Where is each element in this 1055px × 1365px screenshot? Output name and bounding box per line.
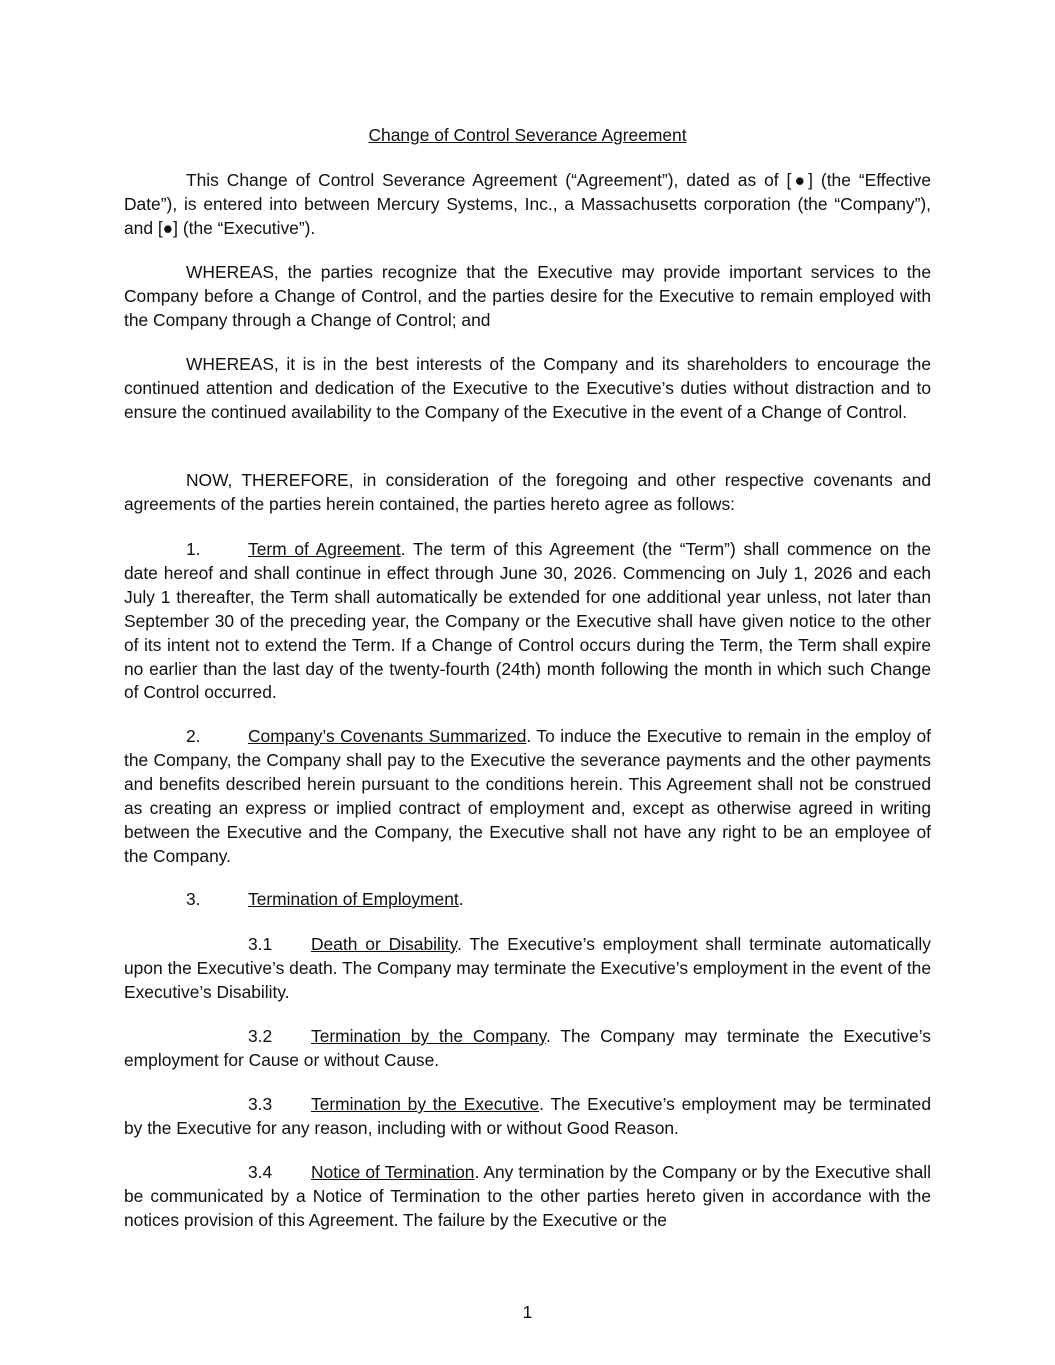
page-number: 1 [522, 1302, 533, 1322]
subsection-text: . The Company may terminate the Executive’s employment for Cause or without Cause. [124, 1026, 931, 1070]
subsection-text: . Any termination by the Company or by the Executive shall be communicated by a Notice of Termination to the other parties hereto given in accordance with the notices provision of this Agreement. The failure by the Executive or the [124, 1162, 931, 1230]
subsection-number: 3.1 [248, 934, 273, 954]
section-2 [124, 725, 931, 868]
subsection-number: 3.4 [248, 1162, 273, 1182]
subsection-3-1 [124, 933, 931, 1005]
subsection-text: . The Executive’s employment shall terminate automatically upon the Executive’s death. The Company may terminate the Executive’s employment in the event of the Executive’s Disability. [124, 934, 931, 1002]
section-heading: Company’s Covenants Summarized [248, 726, 527, 746]
subsection-heading: Notice of Termination [311, 1162, 475, 1182]
intro-paragraph: This Change of Control Severance Agreement (“Agreement”), dated as of [●] (the “Effective Date”), is entered into between Mercury Systems, Inc., a Massachusetts corporation (the “Company”), and [●] (the “Executive”). [124, 170, 931, 238]
document-title: Change of Control Severance Agreement [368, 125, 687, 145]
section-heading: Termination of Employment [248, 889, 459, 909]
section-text: . To induce the Executive to remain in the employ of the Company, the Company shall pay to the Executive the severance payments and the other payments and benefits described herein pursuant to the conditions herein. This Agreement shall not be construed as creating an express or implied contract of employment and, except as otherwise agreed in writing between the Executive and the Company, the Executive shall not have any right to be an employee of the Company. [124, 726, 931, 866]
subsection-text: . The Executive’s employment may be terminated by the Executive for any reason, including with or without Good Reason. [124, 1094, 932, 1138]
subsection-number: 3.2 [248, 1026, 273, 1046]
subsection-3-2 [124, 1025, 931, 1073]
subsection-number: 3.3 [248, 1094, 273, 1114]
section-number: 1. [186, 539, 201, 559]
section-number: 3. [186, 889, 201, 909]
subsection-3-3 [124, 1093, 931, 1141]
subsection-3-4 [124, 1161, 931, 1233]
section-3 [124, 888, 931, 912]
whereas-paragraph-1: WHEREAS, the parties recognize that the Executive may provide important services to the Company before a Change of Control, and the parties desire for the Executive to remain employed with the Company through a Change of Control; and [124, 262, 931, 330]
section-text: . The term of this Agreement (the “Term”) shall commence on the date hereof and shall continue in effect through June 30, 2026. Commencing on July 1, 2026 and each July 1 thereafter, the Term shall automatically be extended for one additional year unless, not later than September 30 of the preceding year, the Company or the Executive shall have given notice to the other of its intent not to extend the Term. If a Change of Control occurs during the Term, the Term shall expire no earlier than the last day of the twenty-fourth (24th) month following the month in which such Change of Control occurred. [124, 539, 931, 703]
subsection-heading: Death or Disability [311, 934, 457, 954]
section-number: 2. [186, 726, 201, 746]
section-text: . [458, 889, 464, 909]
section-heading: Term of Agreement [248, 539, 401, 559]
whereas-paragraph-2: WHEREAS, it is in the best interests of the Company and its shareholders to encourage the continued attention and dedication of the Executive to the Executive’s duties without distraction and to ensure the continued availability to the Company of the Executive in the event of a Change of Control. [124, 354, 931, 422]
subsection-heading: Termination by the Company [311, 1026, 547, 1046]
subsection-heading: Termination by the Executive [311, 1094, 540, 1114]
section-1 [124, 538, 931, 705]
now-therefore-paragraph: NOW, THEREFORE, in consideration of the foregoing and other respective covenants and agreements of the parties herein contained, the parties hereto agree as follows: [124, 470, 931, 514]
